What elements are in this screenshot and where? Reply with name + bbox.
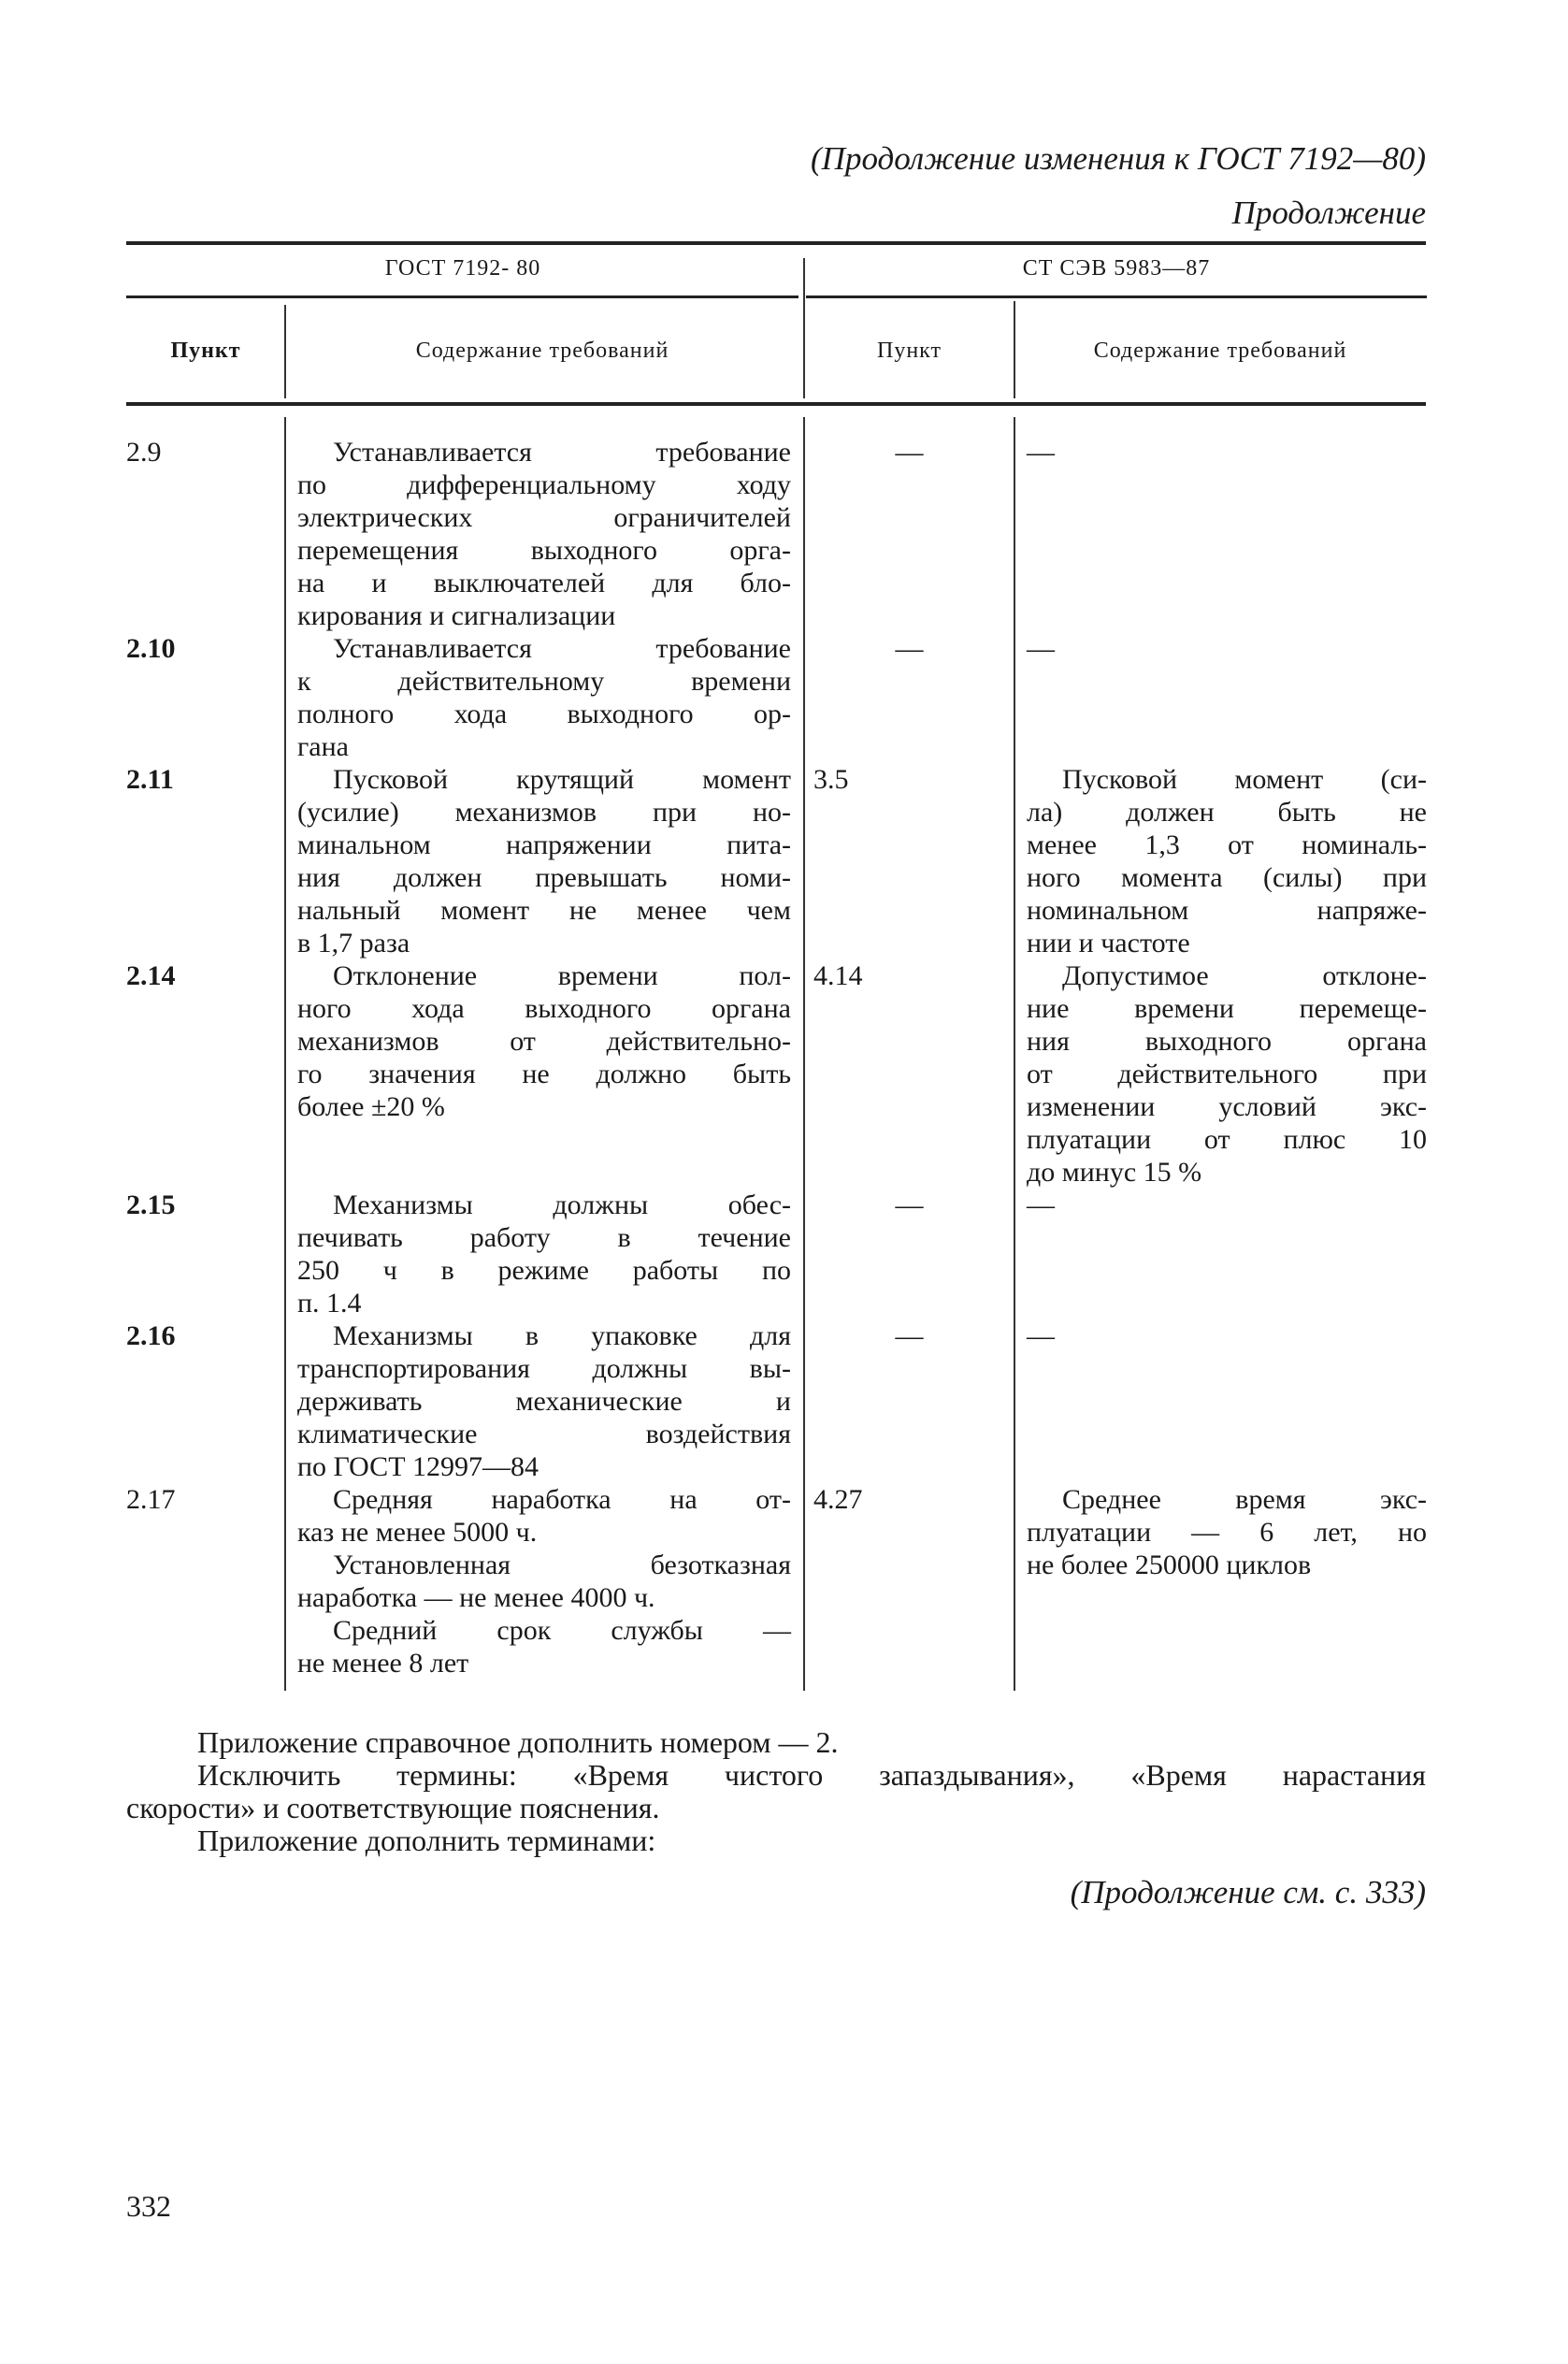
text-line: —: [1027, 437, 1055, 468]
item-number-right: —: [895, 633, 924, 664]
requirement-content-right: [1027, 1483, 1427, 1581]
item-number: 2.11: [126, 764, 174, 795]
text-line: Устанавливается требование: [333, 633, 791, 664]
text-line: менее 1,3 от номиналь-: [1027, 829, 1427, 860]
group-rule-right: [806, 296, 1427, 298]
note-appendix-number: Приложение справочное дополнить номером — 2.: [197, 1725, 839, 1759]
divider: [284, 305, 286, 398]
text-line: в 1,7 раза: [297, 928, 410, 959]
text-line: Механизмы должны обес-: [333, 1189, 791, 1220]
text-line: электрических ограничителей: [297, 502, 791, 533]
text-line: кирования и сигнализации: [297, 600, 616, 631]
text-line: номинальном напряже-: [1027, 895, 1427, 926]
text-line: перемещения выходного орга-: [297, 535, 791, 566]
note-add-terms: Приложение дополнить терминами:: [197, 1823, 656, 1857]
text-line: Устанавливается требование: [333, 437, 791, 468]
requirement-content: [297, 1189, 791, 1319]
continuation-label: Продолжение: [1231, 195, 1426, 231]
text-line: Установленная безотказная: [333, 1550, 791, 1580]
text-line: (усилие) механизмов при но-: [297, 797, 791, 828]
divider: [1014, 301, 1015, 398]
text-line: —: [1027, 1189, 1055, 1220]
item-number: 2.15: [126, 1189, 176, 1220]
group-header-gost: ГОСТ 7192- 80: [384, 256, 541, 281]
text-line: полного хода выходного ор-: [297, 699, 791, 729]
divider: [803, 258, 805, 398]
text-line: нальный момент не менее чем: [297, 895, 791, 926]
requirement-content: [297, 1483, 791, 1679]
text-line: ного момента (силы) при: [1027, 862, 1427, 893]
text-line: минальном напряжении пита-: [297, 829, 791, 860]
text-line: механизмов от действительно-: [297, 1026, 791, 1057]
requirement-content-right: [1027, 763, 1427, 959]
page-number: 332: [126, 2189, 171, 2223]
header-bottom-rule: [126, 402, 1426, 406]
text-line: до минус 15 %: [1027, 1157, 1202, 1188]
text-line: изменении условий экс-: [1027, 1091, 1427, 1122]
text-line: Отклонение времени пол-: [333, 960, 791, 991]
text-line: ного хода выходного органа: [297, 993, 791, 1024]
text-line: 250 ч в режиме работы по: [297, 1255, 791, 1286]
item-number: 2.17: [126, 1484, 176, 1515]
requirement-content: [297, 436, 791, 632]
item-number: 2.14: [126, 960, 176, 991]
item-number-right: 3.5: [813, 764, 849, 795]
text-line: Средняя наработка на от-: [333, 1484, 791, 1515]
requirement-content-right: [1027, 959, 1427, 1189]
col-header-content-right: Содержание требований: [1093, 339, 1347, 363]
text-line: не менее 8 лет: [297, 1648, 469, 1679]
text-line: наработка — не менее 4000 ч.: [297, 1582, 655, 1613]
col-header-item-right: Пункт: [876, 339, 942, 363]
text-line: климатические воздействия: [297, 1419, 791, 1449]
note-exclude-terms-cont: скорости» и соответствующие пояснения.: [126, 1791, 660, 1824]
group-header-st-sev: СТ СЭВ 5983—87: [1022, 256, 1211, 281]
text-line: Средний срок службы —: [333, 1615, 791, 1646]
text-line: на и выключателей для бло-: [297, 568, 791, 598]
item-number: 2.10: [126, 633, 176, 664]
text-line: по ГОСТ 12997—84: [297, 1451, 539, 1482]
divider: [803, 417, 805, 1691]
text-line: ния выходного органа: [1027, 1026, 1427, 1057]
requirement-content-right: [1027, 1189, 1427, 1221]
continuation-title: (Продолжение изменения к ГОСТ 7192—80): [811, 140, 1426, 177]
text-line: от действительного при: [1027, 1059, 1427, 1089]
text-line: плуатации — 6 лет, но: [1027, 1517, 1427, 1548]
requirement-content-right: [1027, 436, 1427, 468]
item-number-right: 4.27: [813, 1484, 863, 1515]
text-line: ния должен превышать номи-: [297, 862, 791, 893]
text-line: печивать работу в течение: [297, 1222, 791, 1253]
item-number-right: —: [895, 437, 924, 468]
item-number-right: —: [895, 1189, 924, 1220]
item-number-right: —: [895, 1320, 924, 1351]
text-line: ние времени перемеще-: [1027, 993, 1427, 1024]
text-line: к действительному времени: [297, 666, 791, 697]
item-number: 2.16: [126, 1320, 176, 1351]
col-header-item: Пункт: [170, 339, 241, 363]
col-header-content: Содержание требований: [415, 339, 669, 363]
text-line: по дифференциальному ходу: [297, 469, 791, 500]
requirement-content: [297, 1319, 791, 1483]
requirement-content: [297, 632, 791, 763]
text-line: нии и частоте: [1027, 928, 1190, 959]
requirement-content-right: [1027, 1319, 1427, 1352]
item-number: 2.9: [126, 437, 162, 468]
requirement-content: [297, 763, 791, 959]
text-line: Пусковой крутящий момент: [333, 764, 791, 795]
text-line: Допустимое отклоне-: [1062, 960, 1427, 991]
text-line: Механизмы в упаковке для: [333, 1320, 791, 1351]
continued-note: (Продолжение см. с. 333): [1070, 1874, 1426, 1910]
requirement-content-right: [1027, 632, 1427, 665]
item-number-right: 4.14: [813, 960, 863, 991]
note-exclude-terms: Исключить термины: «Время чистого запаздывания», «Время нарастания: [197, 1758, 1426, 1792]
group-rule-left: [126, 296, 798, 298]
text-line: гана: [297, 731, 349, 762]
text-line: Пусковой момент (си-: [1062, 764, 1427, 795]
text-line: держивать механические и: [297, 1386, 791, 1417]
divider: [284, 417, 286, 1691]
text-line: не более 250000 циклов: [1027, 1550, 1312, 1580]
text-line: плуатации от плюс 10: [1027, 1124, 1427, 1155]
text-line: каз не менее 5000 ч.: [297, 1517, 538, 1548]
text-line: ла) должен быть не: [1027, 797, 1427, 828]
requirement-content: [297, 959, 791, 1123]
text-line: более ±20 %: [297, 1091, 445, 1122]
text-line: —: [1027, 1320, 1055, 1351]
text-line: —: [1027, 633, 1055, 664]
text-line: транспортирования должны вы-: [297, 1353, 791, 1384]
text-line: Среднее время экс-: [1062, 1484, 1427, 1515]
text-line: го значения не должно быть: [297, 1059, 791, 1089]
table-top-rule: [126, 241, 1426, 245]
divider: [1014, 417, 1015, 1691]
text-line: п. 1.4: [297, 1288, 362, 1319]
